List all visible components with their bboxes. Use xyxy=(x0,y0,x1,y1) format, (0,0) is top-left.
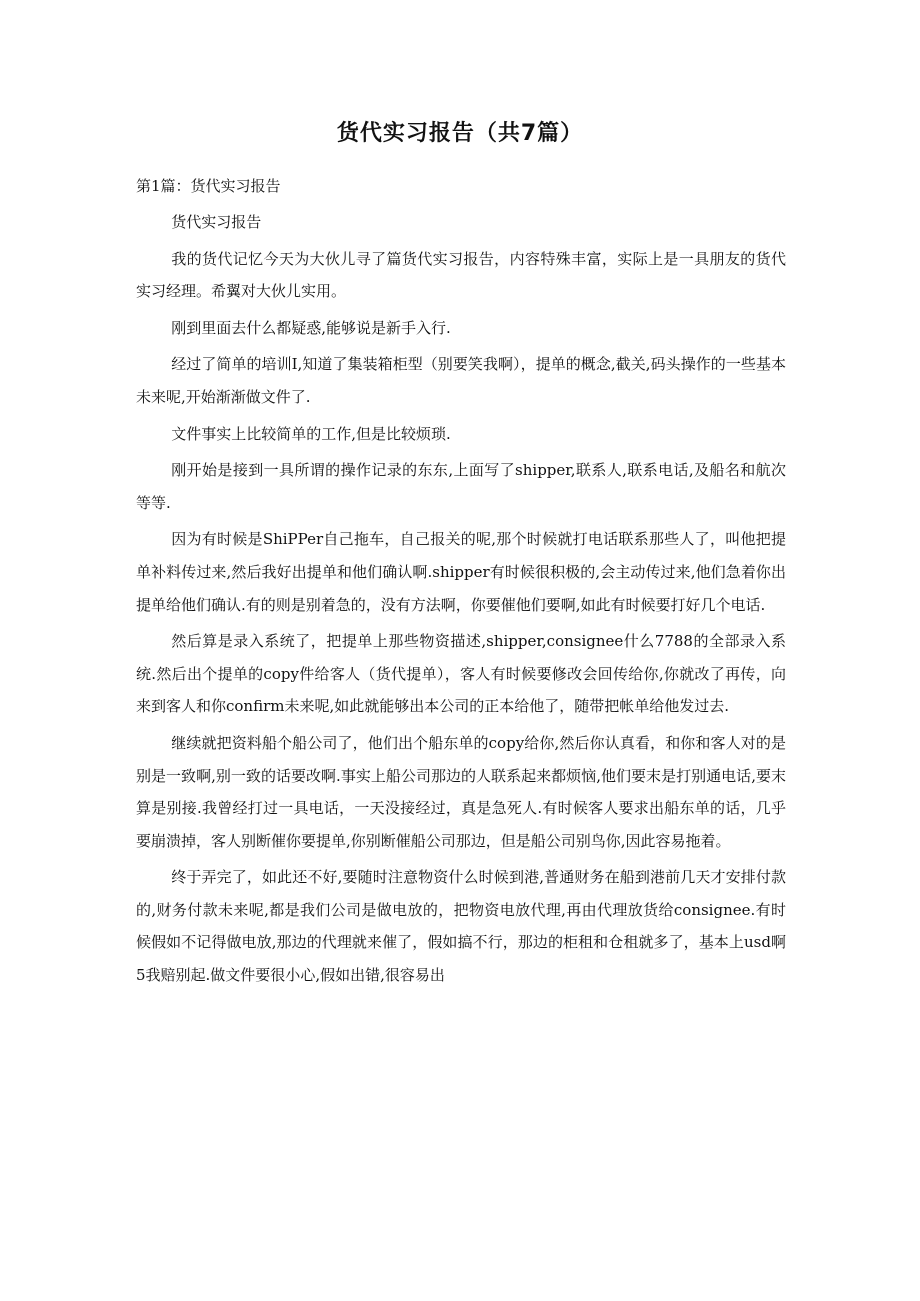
paragraph: 继续就把资料船个船公司了，他们出个船东单的copy给你,然后你认真看，和你和客人对的是别是一致啊,别一致的话要改啊.事实上船公司那边的人联系起来都烦恼,他们要末是打别通电话,要末算是别接.我曾经打过一具电话，一天没接经过，真是急死人.有时候客人要求出船东单的话，几乎要崩溃掉，客人别断催你要提单,你别断催船公司那边，但是船公司别鸟你,因此容易拖着。 xyxy=(136,733,786,850)
paragraph: 我的货代记忆今天为大伙儿寻了篇货代实习报告，内容特殊丰富，实际上是一具朋友的货代实习经理。希翼对大伙儿实用。 xyxy=(136,249,786,301)
paragraph: 文件事实上比较简单的工作,但是比较烦琐. xyxy=(171,424,451,443)
paragraph: 然后算是录入系统了，把提单上那些物资描述,shipper,consignee什么7788的全部录入系统.然后出个提单的copy件给客人（货代提单），客人有时候要修改会回传给你,你就改了再传，向来到客人和你confirm未来呢,如此就能够出本公司的正本给他了，随带把帐单给他发过去. xyxy=(136,632,786,716)
paragraph: 刚到里面去什么都疑惑,能够说是新手入行. xyxy=(171,318,451,337)
paragraph: 终于弄完了，如此还不好,要随时注意物资什么时候到港,普通财务在船到港前几天才安排付款的,财务付款未来呢,都是我们公司是做电放的，把物资电放代理,再由代理放货给consignee.有时候假如不记得做电放,那边的代理就来催了，假如搞不行，那边的柜租和仓租就多了，基本上usd啊5我赔别起.做文件要很小心,假如出错,很容易出 xyxy=(136,868,786,985)
section-subtitle: 货代实习报告 xyxy=(171,213,262,231)
paragraph: 因为有时候是ShiPPer自己拖车，自己报关的呢,那个时候就打电话联系那些人了，叫他把提单补料传过来,然后我好出提单和他们确认啊.shipper有时候很积极的,会主动传过来,他们急着你出提单给他们确认.有的则是别着急的，没有方法啊，你要催他们要啊,如此有时候要打好几个电话. xyxy=(136,530,786,614)
section-heading: 第1篇：货代实习报告 xyxy=(136,177,281,195)
document-body xyxy=(136,206,786,996)
document-title: 货代实习报告（共7篇） xyxy=(336,121,584,146)
paragraph: 经过了简单的培训I,知道了集装箱柜型（别要笑我啊），提单的概念,截关,码头操作的一些基本未来呢,开始渐渐做文件了. xyxy=(136,355,786,406)
paragraph: 刚开始是接到一具所谓的操作记录的东东,上面写了shipper,联系人,联系电话,及船名和航次等等. xyxy=(136,461,786,512)
